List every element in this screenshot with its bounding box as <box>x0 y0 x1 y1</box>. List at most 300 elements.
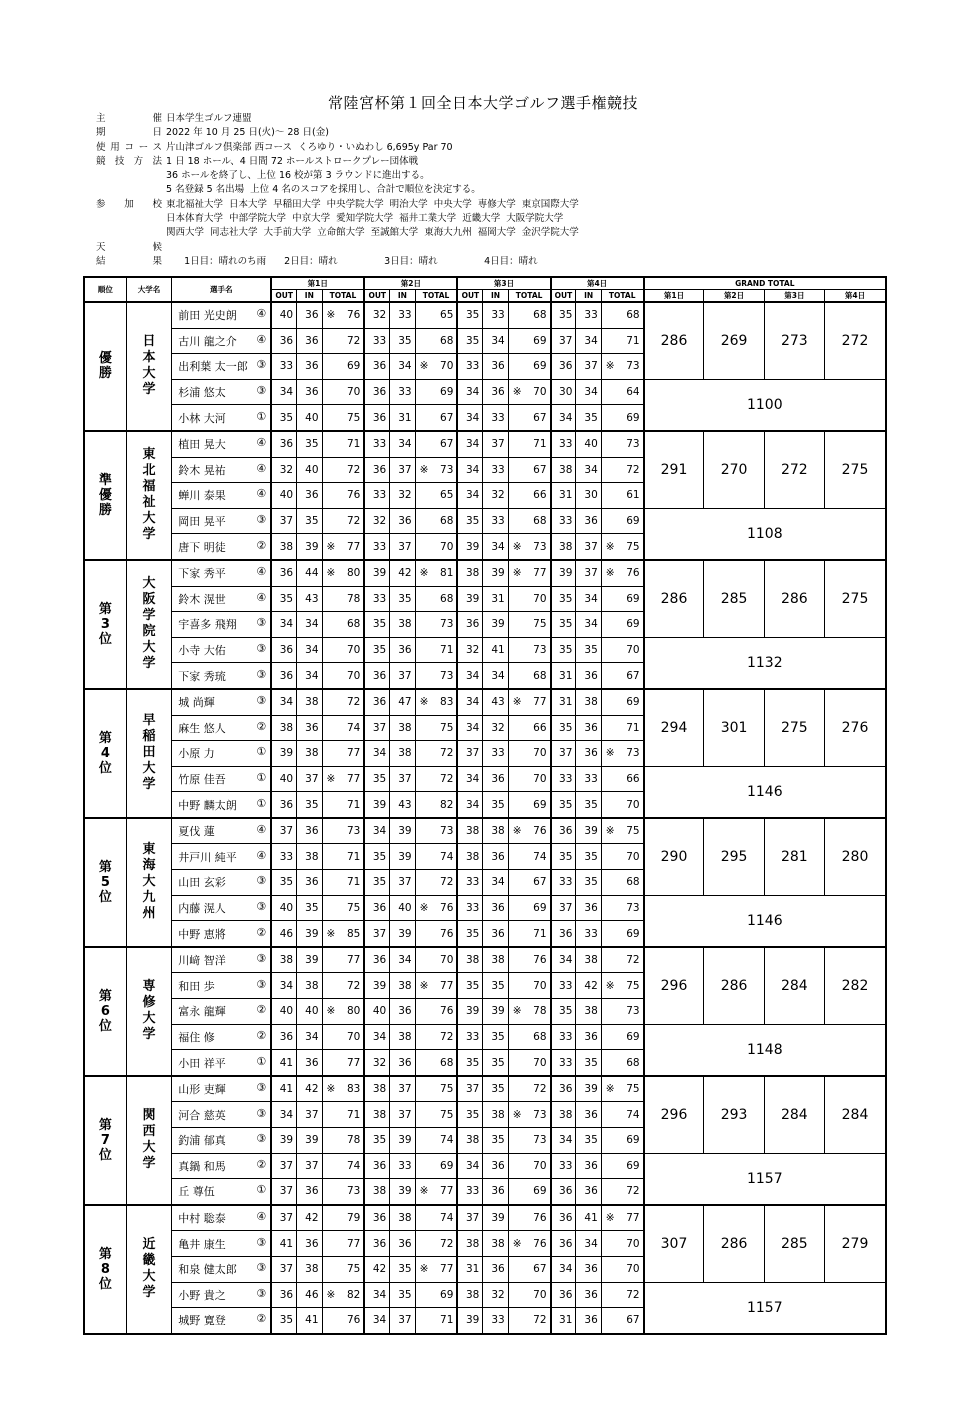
score-total <box>508 1282 550 1308</box>
score-in: 37 <box>390 534 415 560</box>
score-out: 38 <box>457 844 482 870</box>
score-total-value: 78 <box>346 1134 361 1147</box>
player-name: 中野 麟太朗 <box>178 798 237 812</box>
player-name-cell <box>172 663 271 689</box>
player-grade: ③ <box>256 694 267 708</box>
score-total <box>415 1205 457 1231</box>
score-total-value: 78 <box>346 592 361 605</box>
score-out: 34 <box>271 973 296 999</box>
table-row <box>84 1282 886 1308</box>
weather-day-2: 2日目：晴れ <box>284 255 338 267</box>
score-in: 35 <box>297 792 322 818</box>
score-total-value: 72 <box>346 696 361 709</box>
team-rank <box>84 1076 126 1205</box>
score-total <box>508 457 550 483</box>
team-daily-total: 280 <box>825 818 887 895</box>
score-in: 38 <box>390 973 415 999</box>
score-total-value: 75 <box>346 901 361 914</box>
score-in: 32 <box>483 715 508 741</box>
team-daily-total: 282 <box>825 947 887 1024</box>
score-total <box>322 1102 364 1128</box>
score-total-value: 67 <box>440 411 454 424</box>
score-total <box>601 1179 643 1205</box>
score-out: 36 <box>271 328 296 354</box>
player-name-cell <box>172 741 271 767</box>
score-out: 31 <box>551 1308 576 1334</box>
score-in: 34 <box>297 612 322 638</box>
score-in: 35 <box>483 1128 508 1154</box>
score-in: 47 <box>390 689 415 715</box>
score-in: 36 <box>297 302 322 328</box>
score-in: 38 <box>297 844 322 870</box>
score-in: 36 <box>483 379 508 405</box>
score-total-value: 69 <box>533 798 547 811</box>
player-grade: ② <box>256 1003 267 1017</box>
score-in: 36 <box>576 508 601 534</box>
score-out: 38 <box>457 560 482 586</box>
excluded-mark: ※ <box>326 1083 336 1096</box>
score-out: 38 <box>271 947 296 973</box>
player-name: 鈴木 晃祐 <box>178 463 226 477</box>
score-out: 32 <box>364 1050 389 1076</box>
team-rank-text: 優勝 <box>98 351 112 382</box>
score-in: 36 <box>390 637 415 663</box>
table-row <box>84 947 886 973</box>
team-grand-total: 1108 <box>644 508 886 560</box>
score-in: 36 <box>576 663 601 689</box>
team-rank-text: 第3位 <box>98 601 112 647</box>
excluded-mark: ※ <box>326 567 336 580</box>
score-out: 40 <box>271 483 296 509</box>
score-out: 35 <box>551 844 576 870</box>
score-total-value: 68 <box>533 515 547 528</box>
score-out: 38 <box>551 534 576 560</box>
score-total <box>415 1076 457 1102</box>
score-out: 33 <box>271 354 296 380</box>
score-in: 37 <box>576 354 601 380</box>
score-in: 42 <box>390 560 415 586</box>
score-total <box>508 483 550 509</box>
score-out: 36 <box>364 354 389 380</box>
info-value: 2022 年 10 月 25 日(火)～ 28 日(金) <box>166 127 329 139</box>
team-daily-total: 290 <box>644 818 704 895</box>
score-in: 36 <box>297 1050 322 1076</box>
player-grade: ③ <box>256 358 267 372</box>
team-daily-total: 284 <box>764 947 824 1024</box>
score-in: 35 <box>483 973 508 999</box>
score-total <box>601 1205 643 1231</box>
score-out: 37 <box>364 715 389 741</box>
score-total <box>322 1231 364 1257</box>
score-in: 39 <box>483 560 508 586</box>
info-row <box>96 183 584 197</box>
score-in: 39 <box>390 921 415 947</box>
info-value: 36 ホールを終了し、上位 16 校が第 3 ラウンドに進出する。 <box>166 170 430 182</box>
player-name-cell <box>172 818 271 844</box>
score-out: 40 <box>271 302 296 328</box>
excluded-mark: ※ <box>326 772 336 785</box>
score-total <box>322 354 364 380</box>
score-total-value: 69 <box>626 515 640 528</box>
score-out: 34 <box>271 689 296 715</box>
score-total <box>322 947 364 973</box>
player-name: 小田 祥平 <box>178 1056 226 1070</box>
player-grade: ② <box>256 719 267 733</box>
table-row <box>84 431 886 457</box>
team-university-text: 早稲田大学 <box>142 713 156 793</box>
score-in: 38 <box>390 612 415 638</box>
player-name-cell <box>172 637 271 663</box>
score-total-value: 76 <box>440 927 454 940</box>
player-name: 内藤 滉人 <box>178 901 226 915</box>
score-total <box>322 586 364 612</box>
score-out: 38 <box>551 457 576 483</box>
info-label <box>96 212 166 226</box>
score-out: 33 <box>551 870 576 896</box>
score-total-value: 72 <box>626 1185 640 1198</box>
info-label: 参加校 <box>96 198 162 210</box>
score-total <box>415 302 457 328</box>
player-grade: ① <box>256 796 267 810</box>
score-total <box>415 1102 457 1128</box>
score-out: 34 <box>271 379 296 405</box>
header-in: IN <box>297 290 322 303</box>
score-total-value: 73 <box>440 463 454 476</box>
score-in: 38 <box>297 973 322 999</box>
team-university-text: 関西大学 <box>142 1108 156 1172</box>
score-total <box>322 302 364 328</box>
header-univ: 大学名 <box>126 277 171 302</box>
score-total-value: 70 <box>533 1288 547 1301</box>
score-in: 36 <box>297 379 322 405</box>
team-daily-total: 286 <box>644 302 704 379</box>
score-total-value: 72 <box>626 954 640 967</box>
score-total <box>508 1128 550 1154</box>
score-total-value: 70 <box>626 850 640 863</box>
score-out: 37 <box>457 1076 482 1102</box>
info-row <box>96 141 584 155</box>
score-total <box>508 508 550 534</box>
excluded-mark: ※ <box>512 540 522 553</box>
score-out: 34 <box>457 457 482 483</box>
player-name-cell <box>172 431 271 457</box>
score-in: 33 <box>483 405 508 431</box>
team-daily-total: 284 <box>825 1076 887 1153</box>
score-total <box>322 818 364 844</box>
player-grade: ③ <box>256 952 267 966</box>
excluded-mark: ※ <box>605 567 615 580</box>
score-out: 34 <box>457 792 482 818</box>
score-out: 36 <box>364 405 389 431</box>
score-out: 32 <box>364 302 389 328</box>
team-university <box>126 560 171 689</box>
excluded-mark: ※ <box>326 309 336 322</box>
score-in: 38 <box>390 1024 415 1050</box>
score-in: 30 <box>576 483 601 509</box>
table-row <box>84 560 886 586</box>
score-in: 35 <box>483 1024 508 1050</box>
team-daily-total: 293 <box>704 1076 764 1153</box>
score-total <box>322 844 364 870</box>
score-total-value: 71 <box>346 850 361 863</box>
score-out: 36 <box>364 895 389 921</box>
score-out: 37 <box>364 921 389 947</box>
player-grade: ② <box>256 1157 267 1171</box>
score-in: 37 <box>576 560 601 586</box>
score-total <box>322 534 364 560</box>
score-out: 35 <box>364 870 389 896</box>
score-out: 40 <box>271 895 296 921</box>
player-grade: ② <box>256 538 267 552</box>
score-total-value: 80 <box>346 567 361 580</box>
info-value: 日本体育大学 中部学院大学 中京大学 愛知学院大学 福井工業大学 近畿大学 大阪学院大学 <box>166 213 564 225</box>
score-total <box>601 1076 643 1102</box>
score-total <box>322 1076 364 1102</box>
header-out: OUT <box>364 290 389 303</box>
score-total <box>601 457 643 483</box>
score-in: 40 <box>576 431 601 457</box>
score-total <box>601 663 643 689</box>
score-total <box>508 921 550 947</box>
score-out: 33 <box>551 1024 576 1050</box>
score-out: 33 <box>551 508 576 534</box>
player-name: 福住 修 <box>178 1030 215 1044</box>
player-name: 下家 秀平 <box>178 567 226 581</box>
score-total <box>508 1256 550 1282</box>
score-total-value: 70 <box>346 1030 361 1043</box>
info-row <box>96 126 584 140</box>
team-grand-total: 1157 <box>644 1282 886 1334</box>
score-total-value: 68 <box>533 309 547 322</box>
score-total <box>322 328 364 354</box>
player-grade: ③ <box>256 513 267 527</box>
player-grade: ③ <box>256 1081 267 1095</box>
score-total <box>508 844 550 870</box>
score-in: 36 <box>297 354 322 380</box>
player-name-cell <box>172 947 271 973</box>
score-total <box>322 560 364 586</box>
score-total-value: 74 <box>533 850 547 863</box>
score-total <box>415 1282 457 1308</box>
score-total-value: 73 <box>440 825 454 838</box>
score-total-value: 74 <box>346 1159 361 1172</box>
player-name-cell <box>172 1050 271 1076</box>
player-name: 岡田 晃平 <box>178 515 226 529</box>
info-row <box>96 226 584 240</box>
score-out: 34 <box>551 947 576 973</box>
player-name: 川﨑 智洋 <box>178 954 226 968</box>
table-row <box>84 1205 886 1231</box>
score-in: 39 <box>297 1128 322 1154</box>
score-total <box>508 1205 550 1231</box>
score-out: 34 <box>551 1256 576 1282</box>
weather-day-1: 1日目：晴れのち雨 <box>184 255 267 267</box>
score-total <box>415 1308 457 1334</box>
score-in: 31 <box>390 405 415 431</box>
info-label: 主催 <box>96 113 162 124</box>
score-total <box>415 792 457 818</box>
score-total <box>508 792 550 818</box>
score-total-value: 74 <box>440 1134 454 1147</box>
score-out: 40 <box>364 999 389 1025</box>
score-out: 31 <box>551 689 576 715</box>
score-in: 36 <box>297 715 322 741</box>
excluded-mark: ※ <box>512 1237 522 1250</box>
header-total: TOTAL <box>322 290 364 303</box>
score-in: 38 <box>483 1231 508 1257</box>
team-daily-total: 275 <box>764 689 824 766</box>
player-grade: ④ <box>256 487 267 501</box>
score-out: 38 <box>457 818 482 844</box>
score-total-value: 75 <box>346 1263 361 1276</box>
score-total-value: 71 <box>533 438 547 451</box>
header-rank: 順位 <box>84 277 126 302</box>
score-out: 36 <box>364 457 389 483</box>
team-daily-total: 286 <box>644 560 704 637</box>
score-total <box>508 715 550 741</box>
score-in: 35 <box>576 792 601 818</box>
score-total-value: 72 <box>440 772 454 785</box>
player-name: 和泉 健太郎 <box>178 1263 237 1277</box>
score-total-value: 70 <box>533 747 547 760</box>
team-rank <box>84 947 126 1076</box>
score-in: 36 <box>297 1231 322 1257</box>
score-total <box>601 302 643 328</box>
score-out: 38 <box>271 715 296 741</box>
score-total <box>601 947 643 973</box>
score-total <box>415 689 457 715</box>
score-total-value: 67 <box>626 1314 640 1327</box>
score-in: 36 <box>483 895 508 921</box>
team-grand-total: 1100 <box>644 379 886 431</box>
score-out: 33 <box>457 870 482 896</box>
score-in: 37 <box>297 766 322 792</box>
score-total-value: 70 <box>533 1056 547 1069</box>
score-total-value: 71 <box>346 798 361 811</box>
score-in: 35 <box>297 508 322 534</box>
score-total <box>601 1231 643 1257</box>
score-total <box>415 870 457 896</box>
team-daily-total: 286 <box>764 560 824 637</box>
team-daily-total: 275 <box>825 431 887 508</box>
score-in: 34 <box>576 586 601 612</box>
score-total-value: 72 <box>440 876 454 889</box>
player-name: 鈴木 滉世 <box>178 592 226 606</box>
score-in: 39 <box>390 844 415 870</box>
player-grade: ③ <box>256 1106 267 1120</box>
score-total-value: 73 <box>626 438 640 451</box>
player-name: 中村 聡泰 <box>178 1212 226 1226</box>
score-total <box>508 354 550 380</box>
score-total-value: 78 <box>533 1005 547 1018</box>
score-in: 36 <box>297 483 322 509</box>
score-total-value: 76 <box>533 954 547 967</box>
score-out: 37 <box>271 1205 296 1231</box>
score-in: 32 <box>483 483 508 509</box>
score-total-value: 82 <box>440 798 454 811</box>
excluded-mark: ※ <box>512 386 522 399</box>
score-out: 33 <box>551 1050 576 1076</box>
score-total-value: 76 <box>626 567 640 580</box>
player-grade: ③ <box>256 1132 267 1146</box>
score-total <box>601 328 643 354</box>
score-in: 40 <box>297 405 322 431</box>
score-out: 36 <box>551 818 576 844</box>
score-total-value: 69 <box>440 1288 454 1301</box>
score-total <box>415 844 457 870</box>
score-out: 35 <box>457 1102 482 1128</box>
score-total-value: 73 <box>533 644 547 657</box>
score-in: 38 <box>390 741 415 767</box>
player-name-cell <box>172 895 271 921</box>
score-total-value: 76 <box>346 489 361 502</box>
score-in: 37 <box>390 1076 415 1102</box>
score-total-value: 66 <box>533 721 547 734</box>
score-out: 37 <box>271 1179 296 1205</box>
score-total-value: 73 <box>440 669 454 682</box>
score-total-value: 68 <box>440 515 454 528</box>
score-out: 36 <box>457 612 482 638</box>
score-out: 34 <box>457 379 482 405</box>
player-name: 小林 大河 <box>178 411 226 425</box>
score-total <box>322 1153 364 1179</box>
team-rank-text: 第5位 <box>98 859 112 905</box>
score-total <box>508 328 550 354</box>
score-total <box>322 1179 364 1205</box>
score-total <box>601 973 643 999</box>
score-out: 39 <box>457 999 482 1025</box>
score-total-value: 69 <box>626 1159 640 1172</box>
score-total-value: 71 <box>346 876 361 889</box>
score-in: 36 <box>390 508 415 534</box>
score-in: 36 <box>483 1256 508 1282</box>
score-total-value: 77 <box>346 772 361 785</box>
player-name: 城野 寛登 <box>178 1314 226 1328</box>
score-out: 35 <box>271 586 296 612</box>
player-grade: ② <box>256 925 267 939</box>
score-total-value: 75 <box>346 411 361 424</box>
score-total-value: 70 <box>440 540 454 553</box>
player-name: 宇喜多 飛翔 <box>178 618 237 632</box>
score-total <box>601 1256 643 1282</box>
score-out: 36 <box>364 1231 389 1257</box>
score-in: 34 <box>576 612 601 638</box>
score-out: 33 <box>457 1179 482 1205</box>
player-name-cell <box>172 328 271 354</box>
player-name: 小野 貴之 <box>178 1288 226 1302</box>
score-out: 35 <box>551 302 576 328</box>
team-university <box>126 947 171 1076</box>
player-name: 麻生 悠人 <box>178 721 226 735</box>
score-total-value: 67 <box>626 669 640 682</box>
score-in: 35 <box>576 1050 601 1076</box>
score-out: 37 <box>457 1205 482 1231</box>
score-in: 33 <box>576 766 601 792</box>
team-university <box>126 689 171 818</box>
header-grand-day-3: 第3日 <box>764 290 824 303</box>
team-grand-total: 1148 <box>644 1024 886 1076</box>
score-total <box>322 870 364 896</box>
table-row <box>84 818 886 844</box>
excluded-mark: ※ <box>326 1288 336 1301</box>
score-in: 39 <box>390 1128 415 1154</box>
score-total-value: 83 <box>440 696 454 709</box>
score-total <box>508 431 550 457</box>
player-grade: ③ <box>256 899 267 913</box>
player-name: 蝉川 泰果 <box>178 489 226 503</box>
weather-day-3: 3日目：晴れ <box>384 255 438 267</box>
score-out: 35 <box>271 405 296 431</box>
